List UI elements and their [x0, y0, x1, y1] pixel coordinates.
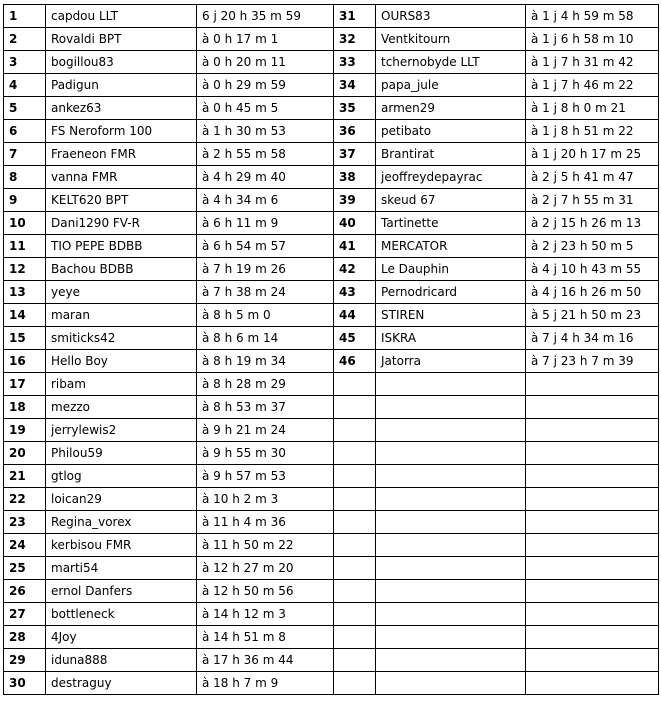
time-cell: à 1 j 8 h 51 m 22 [526, 120, 659, 143]
name-cell: gtlog [46, 465, 197, 488]
name-cell [376, 396, 526, 419]
rank-cell [334, 511, 376, 534]
time-cell [526, 580, 659, 603]
table-row [4, 28, 659, 51]
name-cell: Rovaldi BPT [46, 28, 197, 51]
time-cell: à 11 h 50 m 22 [197, 534, 334, 557]
time-cell [526, 442, 659, 465]
name-cell: iduna888 [46, 649, 197, 672]
time-cell: à 0 h 29 m 59 [197, 74, 334, 97]
time-cell: à 1 j 8 h 0 m 21 [526, 97, 659, 120]
time-cell: à 8 h 6 m 14 [197, 327, 334, 350]
rank-cell: 3 [4, 51, 46, 74]
time-cell: à 7 h 19 m 26 [197, 258, 334, 281]
rank-cell [334, 488, 376, 511]
name-cell [376, 442, 526, 465]
name-cell: Ventkitourn [376, 28, 526, 51]
rank-cell: 44 [334, 304, 376, 327]
name-cell: FS Neroform 100 [46, 120, 197, 143]
time-cell: à 11 h 4 m 36 [197, 511, 334, 534]
time-cell: 6 j 20 h 35 m 59 [197, 5, 334, 28]
rank-cell: 37 [334, 143, 376, 166]
name-cell: Philou59 [46, 442, 197, 465]
name-cell: armen29 [376, 97, 526, 120]
name-cell [376, 672, 526, 695]
rank-cell [334, 442, 376, 465]
rank-cell: 16 [4, 350, 46, 373]
time-cell: à 14 h 51 m 8 [197, 626, 334, 649]
table-row [4, 649, 659, 672]
rank-cell [334, 626, 376, 649]
time-cell: à 8 h 5 m 0 [197, 304, 334, 327]
name-cell: smiticks42 [46, 327, 197, 350]
time-cell: à 1 j 7 h 31 m 42 [526, 51, 659, 74]
rank-cell: 27 [4, 603, 46, 626]
rank-cell: 2 [4, 28, 46, 51]
table-row [4, 442, 659, 465]
rank-cell: 39 [334, 189, 376, 212]
name-cell [376, 580, 526, 603]
time-cell [526, 465, 659, 488]
rank-cell: 46 [334, 350, 376, 373]
name-cell: Padigun [46, 74, 197, 97]
rank-cell: 30 [4, 672, 46, 695]
rank-cell: 6 [4, 120, 46, 143]
time-cell: à 9 h 21 m 24 [197, 419, 334, 442]
rank-cell: 1 [4, 5, 46, 28]
time-cell: à 8 h 53 m 37 [197, 396, 334, 419]
name-cell: capdou LLT [46, 5, 197, 28]
name-cell [376, 465, 526, 488]
name-cell: Fraeneon FMR [46, 143, 197, 166]
time-cell: à 17 h 36 m 44 [197, 649, 334, 672]
time-cell [526, 373, 659, 396]
name-cell: STIREN [376, 304, 526, 327]
rank-cell: 10 [4, 212, 46, 235]
name-cell: jerrylewis2 [46, 419, 197, 442]
time-cell [526, 649, 659, 672]
time-cell: à 2 j 7 h 55 m 31 [526, 189, 659, 212]
time-cell: à 4 h 34 m 6 [197, 189, 334, 212]
rank-cell [334, 465, 376, 488]
rank-cell [334, 396, 376, 419]
table-row [4, 281, 659, 304]
time-cell: à 18 h 7 m 9 [197, 672, 334, 695]
time-cell: à 7 j 23 h 7 m 39 [526, 350, 659, 373]
name-cell: KELT620 BPT [46, 189, 197, 212]
time-cell: à 0 h 45 m 5 [197, 97, 334, 120]
time-cell: à 4 j 10 h 43 m 55 [526, 258, 659, 281]
table-row [4, 419, 659, 442]
time-cell [526, 672, 659, 695]
time-cell: à 1 j 20 h 17 m 25 [526, 143, 659, 166]
time-cell: à 1 j 4 h 59 m 58 [526, 5, 659, 28]
table-row [4, 120, 659, 143]
time-cell: à 8 h 28 m 29 [197, 373, 334, 396]
table-row [4, 143, 659, 166]
name-cell: skeud 67 [376, 189, 526, 212]
ranking-table-body [4, 5, 659, 695]
rank-cell [334, 672, 376, 695]
rank-cell: 12 [4, 258, 46, 281]
name-cell: yeye [46, 281, 197, 304]
name-cell [376, 534, 526, 557]
table-row [4, 97, 659, 120]
table-row [4, 511, 659, 534]
rank-cell: 25 [4, 557, 46, 580]
table-row [4, 396, 659, 419]
table-row [4, 557, 659, 580]
time-cell: à 1 h 30 m 53 [197, 120, 334, 143]
rank-cell: 43 [334, 281, 376, 304]
time-cell: à 10 h 2 m 3 [197, 488, 334, 511]
table-row [4, 672, 659, 695]
table-row [4, 304, 659, 327]
rank-cell: 28 [4, 626, 46, 649]
table-row [4, 5, 659, 28]
rank-cell: 20 [4, 442, 46, 465]
table-row [4, 350, 659, 373]
name-cell: ISKRA [376, 327, 526, 350]
rank-cell [334, 557, 376, 580]
table-row [4, 74, 659, 97]
time-cell: à 0 h 17 m 1 [197, 28, 334, 51]
rank-cell: 22 [4, 488, 46, 511]
rank-cell [334, 419, 376, 442]
rank-cell: 23 [4, 511, 46, 534]
table-row [4, 488, 659, 511]
name-cell [376, 649, 526, 672]
rank-cell: 21 [4, 465, 46, 488]
time-cell: à 1 j 6 h 58 m 10 [526, 28, 659, 51]
time-cell: à 0 h 20 m 11 [197, 51, 334, 74]
name-cell: TIO PEPE BDBB [46, 235, 197, 258]
name-cell: maran [46, 304, 197, 327]
time-cell: à 2 h 55 m 58 [197, 143, 334, 166]
name-cell: Brantirat [376, 143, 526, 166]
name-cell: ankez63 [46, 97, 197, 120]
time-cell: à 7 h 38 m 24 [197, 281, 334, 304]
name-cell: Jatorra [376, 350, 526, 373]
table-row [4, 534, 659, 557]
time-cell: à 9 h 57 m 53 [197, 465, 334, 488]
name-cell: destraguy [46, 672, 197, 695]
rank-cell: 4 [4, 74, 46, 97]
name-cell: ribam [46, 373, 197, 396]
time-cell [526, 488, 659, 511]
rank-cell: 13 [4, 281, 46, 304]
table-row [4, 189, 659, 212]
rank-cell: 45 [334, 327, 376, 350]
name-cell: kerbisou FMR [46, 534, 197, 557]
table-row [4, 603, 659, 626]
name-cell: papa_jule [376, 74, 526, 97]
name-cell: jeoffreydepayrac [376, 166, 526, 189]
table-row [4, 373, 659, 396]
table-row [4, 258, 659, 281]
rank-cell: 18 [4, 396, 46, 419]
rank-cell: 26 [4, 580, 46, 603]
time-cell [526, 396, 659, 419]
time-cell [526, 511, 659, 534]
rank-cell: 38 [334, 166, 376, 189]
name-cell: petibato [376, 120, 526, 143]
time-cell: à 9 h 55 m 30 [197, 442, 334, 465]
rank-cell: 14 [4, 304, 46, 327]
name-cell: Le Dauphin [376, 258, 526, 281]
rank-cell: 42 [334, 258, 376, 281]
time-cell [526, 626, 659, 649]
name-cell: Tartinette [376, 212, 526, 235]
name-cell: MERCATOR [376, 235, 526, 258]
name-cell: bogillou83 [46, 51, 197, 74]
time-cell: à 2 j 15 h 26 m 13 [526, 212, 659, 235]
rank-cell: 15 [4, 327, 46, 350]
time-cell: à 5 j 21 h 50 m 23 [526, 304, 659, 327]
rank-cell: 8 [4, 166, 46, 189]
rank-cell: 33 [334, 51, 376, 74]
time-cell: à 14 h 12 m 3 [197, 603, 334, 626]
name-cell [376, 419, 526, 442]
time-cell: à 7 j 4 h 34 m 16 [526, 327, 659, 350]
name-cell: Bachou BDBB [46, 258, 197, 281]
time-cell [526, 557, 659, 580]
rank-cell: 19 [4, 419, 46, 442]
table-row [4, 626, 659, 649]
rank-cell: 36 [334, 120, 376, 143]
time-cell: à 6 h 54 m 57 [197, 235, 334, 258]
name-cell [376, 557, 526, 580]
rank-cell: 31 [334, 5, 376, 28]
name-cell: OURS83 [376, 5, 526, 28]
time-cell: à 2 j 23 h 50 m 5 [526, 235, 659, 258]
time-cell: à 4 j 16 h 26 m 50 [526, 281, 659, 304]
rank-cell [334, 649, 376, 672]
rank-cell [334, 603, 376, 626]
rank-cell: 29 [4, 649, 46, 672]
name-cell: Dani1290 FV-R [46, 212, 197, 235]
time-cell: à 12 h 27 m 20 [197, 557, 334, 580]
name-cell: bottleneck [46, 603, 197, 626]
rank-cell: 5 [4, 97, 46, 120]
rank-cell: 11 [4, 235, 46, 258]
name-cell [376, 511, 526, 534]
time-cell: à 1 j 7 h 46 m 22 [526, 74, 659, 97]
table-row [4, 51, 659, 74]
table-row [4, 166, 659, 189]
rank-cell: 34 [334, 74, 376, 97]
time-cell: à 2 j 5 h 41 m 47 [526, 166, 659, 189]
name-cell [376, 603, 526, 626]
rank-cell: 35 [334, 97, 376, 120]
name-cell: loican29 [46, 488, 197, 511]
name-cell: marti54 [46, 557, 197, 580]
name-cell: ernol Danfers [46, 580, 197, 603]
time-cell [526, 419, 659, 442]
time-cell [526, 534, 659, 557]
rank-cell: 32 [334, 28, 376, 51]
name-cell: tchernobyde LLT [376, 51, 526, 74]
table-row [4, 580, 659, 603]
rank-cell: 40 [334, 212, 376, 235]
rank-cell: 17 [4, 373, 46, 396]
name-cell: 4Joy [46, 626, 197, 649]
table-row [4, 212, 659, 235]
time-cell: à 4 h 29 m 40 [197, 166, 334, 189]
rank-cell: 41 [334, 235, 376, 258]
rank-cell [334, 373, 376, 396]
name-cell: mezzo [46, 396, 197, 419]
name-cell [376, 488, 526, 511]
name-cell: Hello Boy [46, 350, 197, 373]
rank-cell [334, 580, 376, 603]
rank-cell: 7 [4, 143, 46, 166]
name-cell [376, 373, 526, 396]
table-row [4, 327, 659, 350]
name-cell: Regina_vorex [46, 511, 197, 534]
rank-cell: 24 [4, 534, 46, 557]
name-cell [376, 626, 526, 649]
table-row [4, 465, 659, 488]
table-row [4, 235, 659, 258]
name-cell: Pernodricard [376, 281, 526, 304]
time-cell [526, 603, 659, 626]
name-cell: vanna FMR [46, 166, 197, 189]
time-cell: à 8 h 19 m 34 [197, 350, 334, 373]
ranking-table [3, 4, 659, 695]
rank-cell: 9 [4, 189, 46, 212]
time-cell: à 12 h 50 m 56 [197, 580, 334, 603]
rank-cell [334, 534, 376, 557]
time-cell: à 6 h 11 m 9 [197, 212, 334, 235]
